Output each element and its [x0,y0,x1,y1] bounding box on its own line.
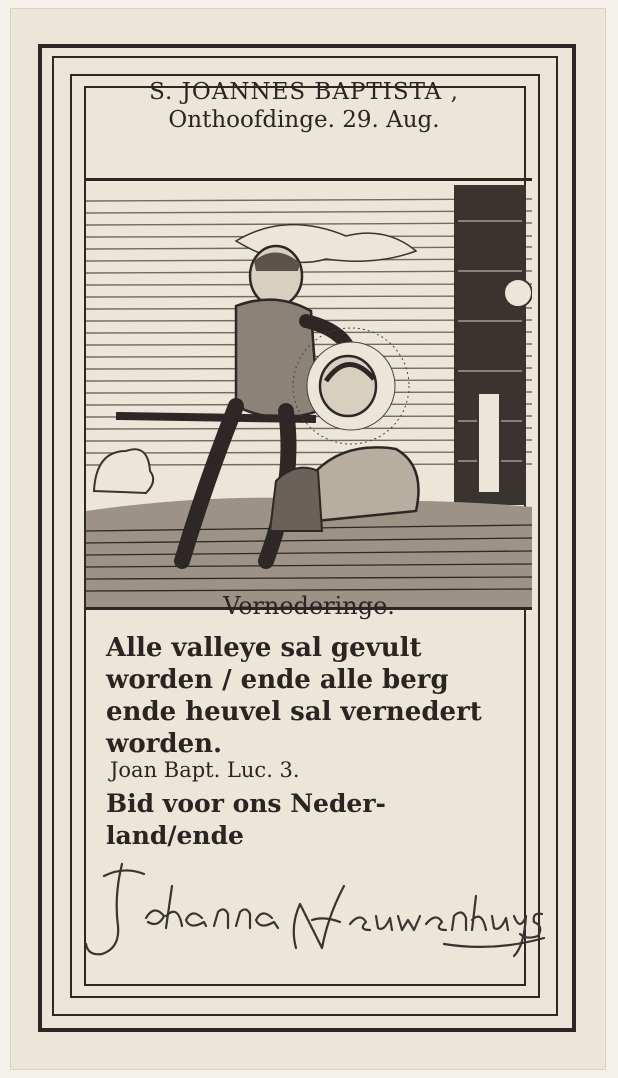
page-subtitle: Onthoofdinge. 29. Aug. [168,107,440,133]
verse-line: worden / ende alle berg [106,665,449,695]
scripture-verse [106,632,506,760]
header [86,78,522,134]
prayer-line: Bid voor ons Neder- [106,789,386,818]
verse-line: Alle valleye sal gevult [106,633,422,663]
handwritten-signature [74,856,554,966]
woodcut-illustration [86,178,532,610]
prayer-text [106,788,506,852]
verse-line: worden. [106,729,223,759]
illustration-caption: Vernederinge. [223,592,395,620]
page-title: S. JOANNES BAPTISTA , [149,79,459,105]
prayer-line: land/ende [106,821,244,850]
scripture-reference: Joan Bapt. Luc. 3. [110,758,300,782]
verse-line: ende heuvel sal vernedert [106,697,482,727]
